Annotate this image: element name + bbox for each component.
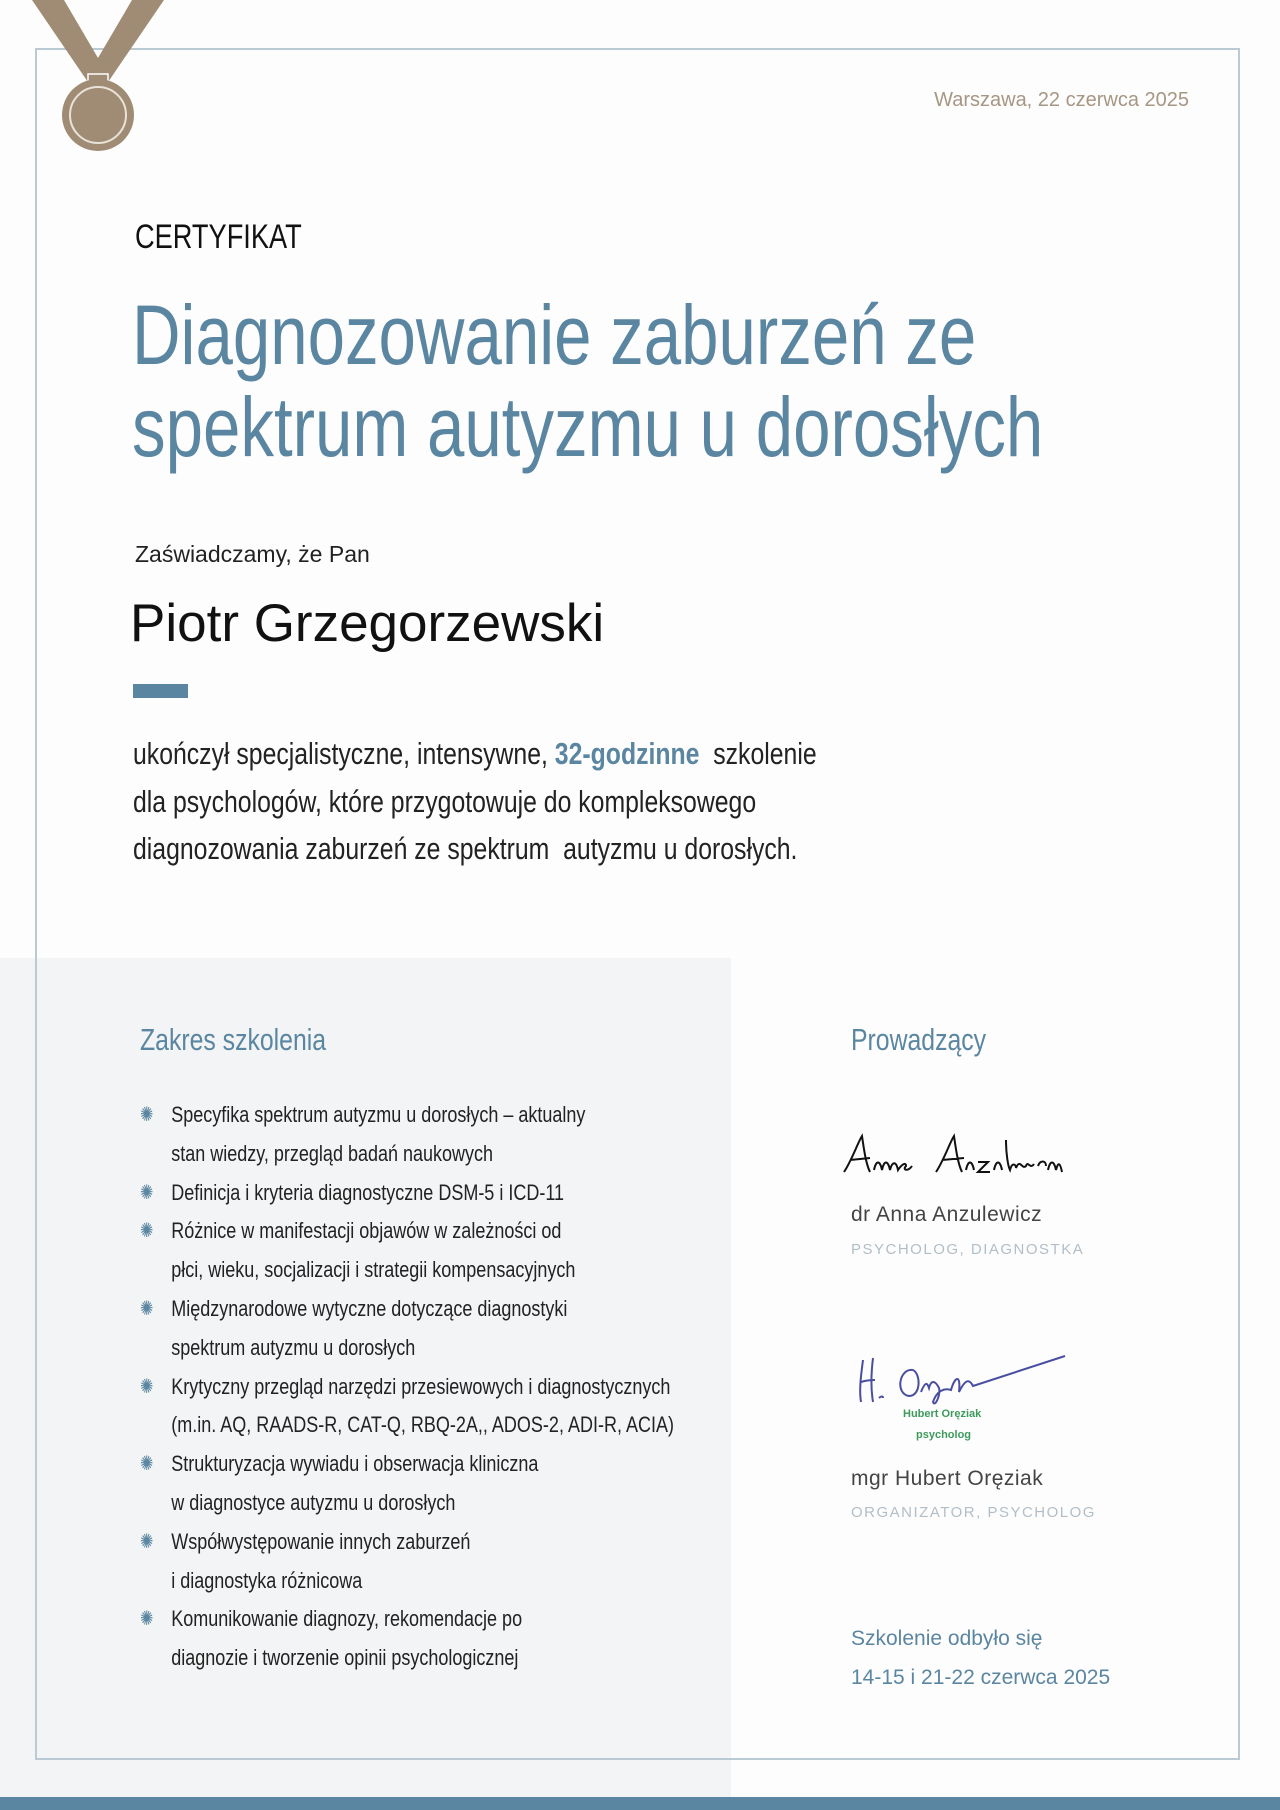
instructors-heading: Prowadzący [851,1022,987,1057]
scope-item-text: Komunikowanie diagnozy, rekomendacje po diagnozie i tworzenie opinii psychologicznej [171,1606,523,1671]
course-title-line: spektrum autyzmu u dorosłych [132,380,1044,474]
asterisk-icon: ✺ [140,1181,154,1204]
description-line: dla psychologów, które przygotowuje do kompleksowego [133,783,757,819]
scope-item-text: Różnice w manifestacji objawów w zależności od płci, wieku, socjalizacji i strategii kompensacyjnych [171,1218,576,1283]
asterisk-icon: ✺ [140,1608,154,1631]
course-title [132,289,1043,473]
scope-list-item [140,1174,674,1213]
hours-highlight: 32-godzinne [554,736,700,771]
scope-heading: Zakres szkolenia [140,1022,327,1057]
scope-list [140,1096,674,1678]
place-date: Warszawa, 22 czerwca 2025 [934,89,1189,111]
description-text: szkolenie [699,736,817,771]
course-description [133,730,817,873]
recipient-name: Piotr Grzegorzewski [130,594,605,653]
scope-item-text: Specyfika spektrum autyzmu u dorosłych – aktualny stan wiedzy, przegląd badań naukowych [171,1102,586,1166]
description-line: diagnozowania zaburzeń ze spektrum autyzmu u dorosłych. [133,831,798,866]
description-line [133,730,817,778]
scope-item-text: Strukturyzacja wywiadu i obserwacja kliniczna w diagnostyce autyzmu u dorosłych [171,1451,539,1515]
scope-list-item [140,1600,674,1678]
signature-anna-anzulewicz [840,1130,1090,1185]
asterisk-icon: ✺ [140,1220,154,1243]
signature-hubert-oreziak [855,1350,1075,1410]
scope-list-item [140,1368,674,1446]
asterisk-icon: ✺ [140,1297,154,1320]
certificate-label: CERTYFIKAT [135,218,302,256]
asterisk-icon: ✺ [140,1375,154,1398]
stamp-name: Hubert Oręziak [903,1408,982,1420]
scope-item-text: Krytyczny przegląd narzędzi przesiewowych i diagnostycznych (m.in. AQ, RAADS-R, CAT-Q, RBQ-2A,, ADOS-2, ADI-R, ACIA) [171,1373,674,1438]
scope-list-item [140,1290,674,1368]
training-dates-label: Szkolenie odbyło się [851,1627,1043,1650]
scope-item-text: Międzynarodowe wytyczne dotyczące diagnostyki spektrum autyzmu u dorosłych [171,1295,568,1360]
certify-intro: Zaświadczamy, że Pan [135,541,370,567]
stamp-title: psycholog [916,1429,972,1441]
scope-item-text: Definicja i kryteria diagnostyczne DSM-5 i ICD-11 [171,1179,565,1205]
scope-list-item [140,1212,674,1290]
scope-list-item [140,1523,674,1601]
instructor-role: ORGANIZATOR, PSYCHOLOG [851,1504,1096,1521]
asterisk-icon: ✺ [140,1530,154,1553]
name-underline-accent [133,684,188,698]
asterisk-icon: ✺ [140,1453,154,1476]
instructor-name: dr Anna Anzulewicz [851,1203,1043,1226]
course-title-line: Diagnozowanie zaburzeń ze [132,288,977,382]
scope-list-item [140,1096,674,1174]
instructor-role: PSYCHOLOG, DIAGNOSTKA [851,1241,1085,1258]
asterisk-icon: ✺ [140,1104,154,1126]
description-text: ukończył specjalistyczne, intensywne, [133,736,555,771]
training-dates: 14-15 i 21-22 czerwca 2025 [851,1666,1111,1689]
scope-item-text: Współwystępowanie innych zaburzeń i diagnostyka różnicowa [171,1528,471,1593]
medal-icon [30,0,170,160]
bottom-accent-bar [0,1797,1280,1810]
instructor-name: mgr Hubert Oręziak [851,1467,1044,1490]
scope-list-item [140,1445,674,1523]
